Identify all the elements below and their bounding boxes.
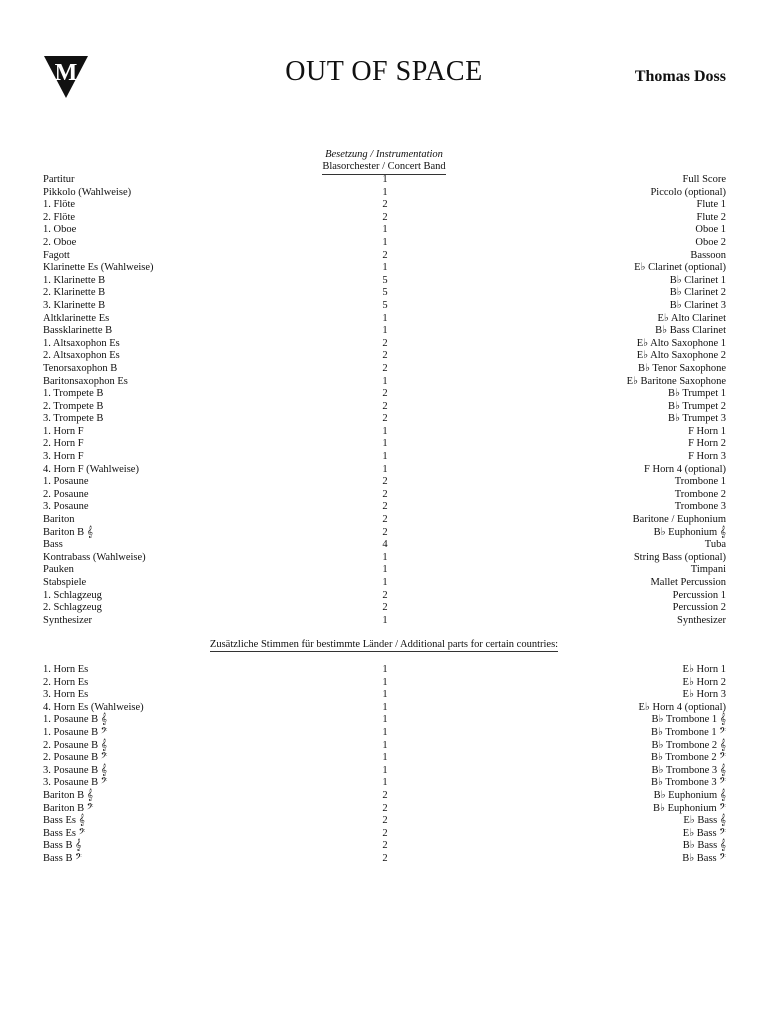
composer-name: Thomas Doss — [634, 68, 726, 85]
german-part-name: 2. Posaune B 𝄞 — [43, 739, 107, 751]
english-part-name: Tuba — [704, 539, 726, 551]
table-row — [43, 777, 726, 790]
table-row — [43, 539, 726, 552]
table-row — [43, 413, 726, 426]
part-quantity: 1 — [382, 689, 388, 701]
table-row — [43, 527, 726, 540]
table-row — [43, 577, 726, 590]
german-part-name: Bariton B 𝄞 — [43, 789, 93, 801]
part-quantity: 2 — [382, 789, 388, 801]
german-part-name: Kontrabass (Wahlweise) — [43, 551, 146, 563]
part-quantity: 5 — [382, 287, 388, 299]
part-quantity: 2 — [382, 249, 388, 261]
table-row — [43, 376, 726, 389]
part-quantity: 2 — [382, 589, 388, 601]
instrumentation-heading-line2: Blasorchester / Concert Band — [322, 161, 445, 175]
table-row — [43, 174, 726, 187]
english-part-name: B♭ Trumpet 3 — [667, 413, 726, 425]
german-part-name: 1. Trompete B — [43, 388, 104, 400]
english-part-name: E♭ Horn 4 (optional) — [638, 701, 726, 713]
german-part-name: 2. Oboe — [43, 236, 77, 248]
table-row — [43, 224, 726, 237]
part-quantity: 2 — [382, 526, 388, 538]
part-quantity: 1 — [382, 312, 388, 324]
german-part-name: 2. Trompete B — [43, 400, 104, 412]
english-part-name: B♭ Bass 𝄞 — [682, 840, 726, 852]
english-part-name: String Bass (optional) — [633, 551, 726, 563]
english-part-name: B♭ Euphonium 𝄞 — [653, 789, 726, 801]
additional-parts-heading-text: Zusätzliche Stimmen für bestimmte Länder / Additional parts for certain countries: — [209, 639, 559, 650]
english-part-name: Trombone 1 — [674, 476, 726, 488]
english-part-name: E♭ Bass 𝄢 — [682, 827, 726, 839]
table-row — [43, 388, 726, 401]
german-part-name: 1. Schlagzeug — [43, 589, 102, 601]
part-quantity: 1 — [382, 451, 388, 463]
part-quantity: 2 — [382, 815, 388, 827]
table-row — [43, 740, 726, 753]
english-part-name: B♭ Trumpet 1 — [667, 388, 726, 400]
english-part-name: B♭ Clarinet 3 — [669, 299, 726, 311]
table-row — [43, 187, 726, 200]
german-part-name: Fagott — [43, 249, 70, 261]
instrumentation-heading-line1: Besetzung / Instrumentation — [325, 149, 443, 160]
german-part-name: Bariton B 𝄞 — [43, 526, 93, 538]
english-part-name: Timpani — [690, 564, 726, 576]
part-quantity: 2 — [382, 350, 388, 362]
logo-letter: M — [54, 60, 78, 86]
german-part-name: Bass B 𝄞 — [43, 840, 82, 852]
part-quantity: 1 — [382, 752, 388, 764]
german-part-name: 3. Trompete B — [43, 413, 104, 425]
table-row — [43, 752, 726, 765]
part-quantity: 2 — [382, 211, 388, 223]
english-part-name: E♭ Alto Clarinet — [657, 312, 726, 324]
english-part-name: B♭ Euphonium 𝄢 — [653, 802, 726, 814]
part-quantity: 2 — [382, 827, 388, 839]
german-part-name: Bass B 𝄢 — [43, 852, 82, 864]
part-quantity: 1 — [382, 325, 388, 337]
english-part-name: E♭ Bass 𝄞 — [683, 815, 726, 827]
part-quantity: 2 — [382, 514, 388, 526]
part-quantity: 1 — [382, 438, 388, 450]
table-row — [43, 212, 726, 225]
additional-parts-table — [43, 664, 726, 866]
table-row — [43, 501, 726, 514]
english-part-name: Trombone 3 — [674, 501, 726, 513]
german-part-name: 1. Altsaxophon Es — [43, 337, 120, 349]
part-quantity: 2 — [382, 199, 388, 211]
part-quantity: 5 — [382, 274, 388, 286]
german-part-name: Pauken — [43, 564, 74, 576]
german-part-name: 1. Klarinette B — [43, 274, 106, 286]
table-row — [43, 815, 726, 828]
german-part-name: 3. Posaune — [43, 501, 89, 513]
table-row — [43, 363, 726, 376]
german-part-name: Bassklarinette B — [43, 325, 113, 337]
german-part-name: 3. Posaune B 𝄞 — [43, 764, 107, 776]
english-part-name: Bassoon — [690, 249, 726, 261]
german-part-name: Stabspiele — [43, 577, 87, 588]
table-row — [43, 275, 726, 288]
german-part-name: 3. Posaune B 𝄢 — [43, 777, 108, 789]
part-quantity: 1 — [382, 224, 388, 236]
german-part-name: Synthesizer — [43, 614, 92, 626]
german-part-name: 2. Posaune B 𝄢 — [43, 752, 108, 764]
table-row — [43, 451, 726, 464]
part-quantity: 2 — [382, 501, 388, 513]
english-part-name: Synthesizer — [677, 614, 726, 626]
english-part-name: Percussion 1 — [672, 589, 726, 601]
german-part-name: 1. Posaune B 𝄞 — [43, 714, 107, 726]
german-part-name: 1. Oboe — [43, 224, 77, 236]
part-quantity: 1 — [382, 425, 388, 437]
german-part-name: 2. Klarinette B — [43, 287, 106, 299]
english-part-name: B♭ Trombone 3 𝄞 — [651, 764, 726, 776]
german-part-name: 1. Horn F — [43, 425, 84, 437]
english-part-name: B♭ Trumpet 2 — [667, 400, 726, 412]
german-part-name: 4. Horn F (Wahlweise) — [43, 463, 139, 475]
part-quantity: 1 — [382, 463, 388, 475]
english-part-name: B♭ Trombone 2 𝄢 — [650, 752, 726, 764]
part-quantity: 1 — [382, 551, 388, 563]
english-part-name: B♭ Trombone 3 𝄢 — [650, 777, 726, 789]
english-part-name: Piccolo (optional) — [650, 186, 726, 198]
table-row — [43, 790, 726, 803]
german-part-name: Bariton — [43, 514, 75, 526]
table-row — [43, 438, 726, 451]
english-part-name: F Horn 1 — [688, 425, 726, 437]
german-part-name: Klarinette Es (Wahlweise) — [43, 262, 154, 274]
german-part-name: 1. Posaune B 𝄢 — [43, 726, 108, 738]
english-part-name: E♭ Clarinet (optional) — [634, 262, 726, 274]
german-part-name: 3. Klarinette B — [43, 299, 106, 311]
german-part-name: 2. Altsaxophon Es — [43, 350, 120, 362]
table-row — [43, 828, 726, 841]
table-row — [43, 727, 726, 740]
table-row — [43, 702, 726, 715]
english-part-name: B♭ Clarinet 1 — [669, 274, 726, 286]
part-quantity: 2 — [382, 488, 388, 500]
german-part-name: 3. Horn F — [43, 451, 84, 463]
german-part-name: 2. Schlagzeug — [43, 602, 102, 614]
page-title: OUT OF SPACE — [285, 56, 483, 87]
part-quantity: 2 — [382, 400, 388, 412]
german-part-name: 1. Posaune — [43, 476, 89, 488]
table-row — [43, 689, 726, 702]
english-part-name: E♭ Horn 2 — [682, 676, 726, 688]
english-part-name: Flute 1 — [696, 199, 726, 211]
english-part-name: F Horn 2 — [688, 438, 726, 450]
english-part-name: Trombone 2 — [674, 488, 726, 500]
english-part-name: B♭ Trombone 1 𝄢 — [650, 726, 726, 738]
table-row — [43, 401, 726, 414]
part-quantity: 2 — [382, 388, 388, 400]
part-quantity: 1 — [382, 174, 388, 185]
part-quantity: 2 — [382, 413, 388, 425]
german-part-name: Bass Es 𝄢 — [43, 827, 86, 839]
table-row — [43, 464, 726, 477]
part-quantity: 2 — [382, 852, 388, 864]
english-part-name: B♭ Trombone 1 𝄞 — [651, 714, 726, 726]
english-part-name: E♭ Baritone Saxophone — [626, 375, 726, 387]
table-row — [43, 803, 726, 816]
english-part-name: B♭ Tenor Saxophone — [637, 362, 726, 374]
table-row — [43, 840, 726, 853]
part-quantity: 5 — [382, 299, 388, 311]
table-row — [43, 514, 726, 527]
german-part-name: 2. Horn Es — [43, 676, 89, 688]
table-row — [43, 714, 726, 727]
english-part-name: Mallet Percussion — [650, 577, 726, 588]
english-part-name: B♭ Bass 𝄢 — [682, 852, 726, 864]
table-row — [43, 262, 726, 275]
table-row — [43, 476, 726, 489]
table-row — [43, 489, 726, 502]
instrumentation-heading — [0, 149, 768, 175]
german-part-name: Bass — [43, 539, 63, 551]
part-quantity: 1 — [382, 726, 388, 738]
part-quantity: 2 — [382, 362, 388, 374]
table-row — [43, 426, 726, 439]
english-part-name: Oboe 2 — [695, 236, 726, 248]
table-row — [43, 237, 726, 250]
english-part-name: B♭ Euphonium 𝄞 — [653, 526, 726, 538]
english-part-name: Oboe 1 — [695, 224, 726, 236]
german-part-name: 1. Flöte — [43, 199, 76, 211]
table-row — [43, 199, 726, 212]
english-part-name: Baritone / Euphonium — [632, 514, 726, 526]
part-quantity: 1 — [382, 564, 388, 576]
english-part-name: Full Score — [682, 174, 726, 185]
part-quantity: 1 — [382, 739, 388, 751]
part-quantity: 1 — [382, 664, 388, 675]
table-row — [43, 350, 726, 363]
table-row — [43, 853, 726, 866]
english-part-name: E♭ Horn 1 — [682, 664, 726, 675]
english-part-name: Percussion 2 — [672, 602, 726, 614]
part-quantity: 1 — [382, 577, 388, 588]
part-quantity: 1 — [382, 777, 388, 789]
german-part-name: Bass Es 𝄞 — [43, 815, 85, 827]
part-quantity: 1 — [382, 375, 388, 387]
english-part-name: B♭ Bass Clarinet — [655, 325, 726, 337]
additional-parts-heading — [0, 639, 768, 652]
english-part-name: E♭ Alto Saxophone 2 — [636, 350, 726, 362]
german-part-name: Partitur — [43, 174, 75, 185]
english-part-name: E♭ Horn 3 — [682, 689, 726, 701]
german-part-name: Bariton B 𝄢 — [43, 802, 94, 814]
part-quantity: 1 — [382, 614, 388, 626]
german-part-name: 3. Horn Es — [43, 689, 89, 701]
part-quantity: 1 — [382, 186, 388, 198]
part-quantity: 1 — [382, 236, 388, 248]
part-quantity: 2 — [382, 840, 388, 852]
table-row — [43, 564, 726, 577]
german-part-name: 4. Horn Es (Wahlweise) — [43, 701, 144, 713]
german-part-name: Altklarinette Es — [43, 312, 110, 324]
table-row — [43, 590, 726, 603]
german-part-name: 2. Horn F — [43, 438, 84, 450]
german-part-name: 2. Flöte — [43, 211, 76, 223]
part-quantity: 2 — [382, 802, 388, 814]
table-row — [43, 765, 726, 778]
table-row — [43, 313, 726, 326]
german-part-name: 1. Horn Es — [43, 664, 89, 675]
english-part-name: F Horn 3 — [688, 451, 726, 463]
table-row — [43, 338, 726, 351]
part-quantity: 2 — [382, 476, 388, 488]
table-row — [43, 602, 726, 615]
german-part-name: 2. Posaune — [43, 488, 89, 500]
english-part-name: E♭ Alto Saxophone 1 — [636, 337, 726, 349]
table-row — [43, 552, 726, 565]
table-row — [43, 615, 726, 628]
part-quantity: 1 — [382, 764, 388, 776]
english-part-name: B♭ Clarinet 2 — [669, 287, 726, 299]
german-part-name: Pikkolo (Wahlweise) — [43, 186, 132, 198]
part-quantity: 1 — [382, 701, 388, 713]
part-quantity: 4 — [382, 539, 388, 551]
part-quantity: 1 — [382, 262, 388, 274]
table-row — [43, 325, 726, 338]
table-row — [43, 300, 726, 313]
english-part-name: Flute 2 — [696, 211, 726, 223]
part-quantity: 2 — [382, 337, 388, 349]
part-quantity: 1 — [382, 676, 388, 688]
table-row — [43, 287, 726, 300]
part-quantity: 2 — [382, 602, 388, 614]
german-part-name: Baritonsaxophon Es — [43, 375, 128, 387]
english-part-name: B♭ Trombone 2 𝄞 — [651, 739, 726, 751]
part-quantity: 1 — [382, 714, 388, 726]
instrumentation-table — [43, 174, 726, 627]
english-part-name: F Horn 4 (optional) — [644, 463, 726, 475]
german-part-name: Tenorsaxophon B — [43, 362, 118, 374]
table-row — [43, 677, 726, 690]
table-row — [43, 250, 726, 263]
table-row — [43, 664, 726, 677]
